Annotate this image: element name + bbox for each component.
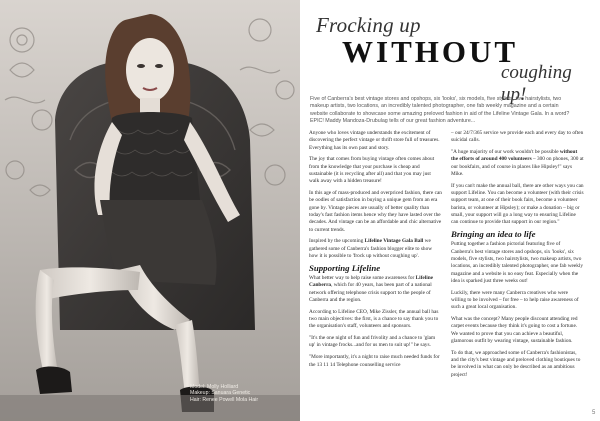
- paragraph: [451, 149, 584, 178]
- text-run: – 300 on phones, 300 at our bookfairs, and of course in places like Hipsley!" says Mike.: [451, 156, 584, 177]
- text-run: "A huge majority of our work wouldn't be possible: [451, 149, 560, 156]
- photo-credits: [190, 384, 290, 403]
- text-run: Inspired by the upcoming: [309, 238, 365, 245]
- paragraph: Luckily, there were many Canberra creatives who were willing to be involved – for free – to help raise awareness of such a great local organisation.: [451, 289, 579, 311]
- text-run: What better way to help raise some awareness for: [309, 275, 416, 282]
- paragraph: Putting together a fashion pictorial featuring five of Canberra's best vintage stores and opshops, six 'looks', six models, five stylists, two hairstylists, two makeup artists, two locations, an incredibly talented photographer, one fab weekly magazine and a website is no easy feat. Especially when the idea is sparked just three weeks out!: [451, 241, 584, 284]
- column-left: [309, 130, 442, 373]
- paragraph: To do that, we approached some of Canberra's fashionistas, and the city's best vintage and preloved clothing boutiques to be involved in what can only be described as an ambitious project!: [451, 349, 581, 378]
- text-bold: Lifeline Canberra: [309, 275, 434, 289]
- text-bold: Lifeline Vintage Gala Ball: [364, 238, 424, 245]
- paragraph: "It's the one night of fun and frivolity and a chance to 'glam up' in vintage frocks...and for us men to suit up!" he says.: [309, 335, 436, 349]
- headline-kicker: Frocking up: [316, 13, 421, 37]
- paragraph: In this age of mass-produced and overpriced fashion, there can be oodles of satisfaction in buying a unique gem from an era gone by. Vintage pieces are usually of better quality than today's fast fashion items hence why they have lasted over the decades. And vintage can be an affordable and chic alternative to current trends.: [309, 190, 442, 233]
- text-bold: without the efforts of around 400 volunteers: [451, 149, 578, 163]
- text-run: , which for 40 years, has been part of a national network offering telephone crisis support to the people of Canberra and the region.: [309, 282, 432, 303]
- headline-tail: coughing up!: [501, 62, 572, 105]
- paragraph: [309, 275, 442, 304]
- paragraph: The joy that comes from buying vintage often comes about from the knowledge that your purchase is cheap and sustainable (it is recycling after all) and that you may just walk away with a hidden treasure!: [309, 156, 435, 185]
- paragraph: [309, 238, 442, 260]
- page-number: 5: [592, 410, 596, 416]
- standfirst: Five of Canberra's best vintage stores and opshops, six 'looks', six models, five stylists, two hairstylists, two makeup artists, two locations, an incredibly talented photographer, one fab weekly magazine and a certain website collaborate to showcase some amazing preloved fashion in aid of the Lifeline Vintage Gala. In a word? EPIC! Maddy Mandoza-Drubulag tells of our great fashion adventure...: [310, 96, 570, 124]
- subheading-bringing-idea: Bringing an idea to life: [451, 229, 536, 240]
- paragraph: "More importantly, it's a night to raise much needed funds for the 13 11 14 Telephone counselling service: [309, 354, 440, 368]
- paragraph: What was the concept? Many people discount attending red carpet events because they think it's going to cost a fortune. We wanted to prove that you can achieve a beautiful, glamorous outfit by wearing vintage, sustainable fashion.: [451, 316, 578, 344]
- credit-hair: Hair: Renee Powell Mola Hair: [190, 396, 259, 403]
- subheading-supporting-lifeline: Supporting Lifeline: [309, 262, 381, 273]
- credit-model: Model: Molly Holliard: [190, 384, 239, 390]
- column-right: [451, 130, 584, 383]
- paragraph: – our 24/7/365 service we provide each and every day to often suicidal calls.: [451, 130, 584, 144]
- article: [300, 0, 600, 421]
- text-run: we gathered some of Canberra's fashion blogger elite to show how it is possible to 'frock up without coughing up'.: [309, 238, 433, 259]
- headline-main: WITHOUT: [342, 34, 519, 69]
- credit-makeup: Makeup: Sanuara Genetic: [190, 390, 251, 397]
- paragraph: Anyone who loves vintage understands the excitement of discovering the perfect vintage or thrift store full of treasures. Everything has its own past and story.: [309, 130, 440, 151]
- paragraph: According to Lifeline CEO, Mike Zissler, the annual ball has two main objectives: the first, is a chance to say thank you to the organisation's staff, volunteers and sponsors.: [309, 308, 439, 330]
- paragraph: If you can't make the annual ball, there are other ways you can support Lifeline. You can become a volunteer (with their crisis support team, at one of their book fairs, become a volunteer barista, or volunteer at Hipsley); or make a donation – big or small, your support will go a long way to ensuring Lifeline can continue to provide that support in our region.": [451, 182, 584, 226]
